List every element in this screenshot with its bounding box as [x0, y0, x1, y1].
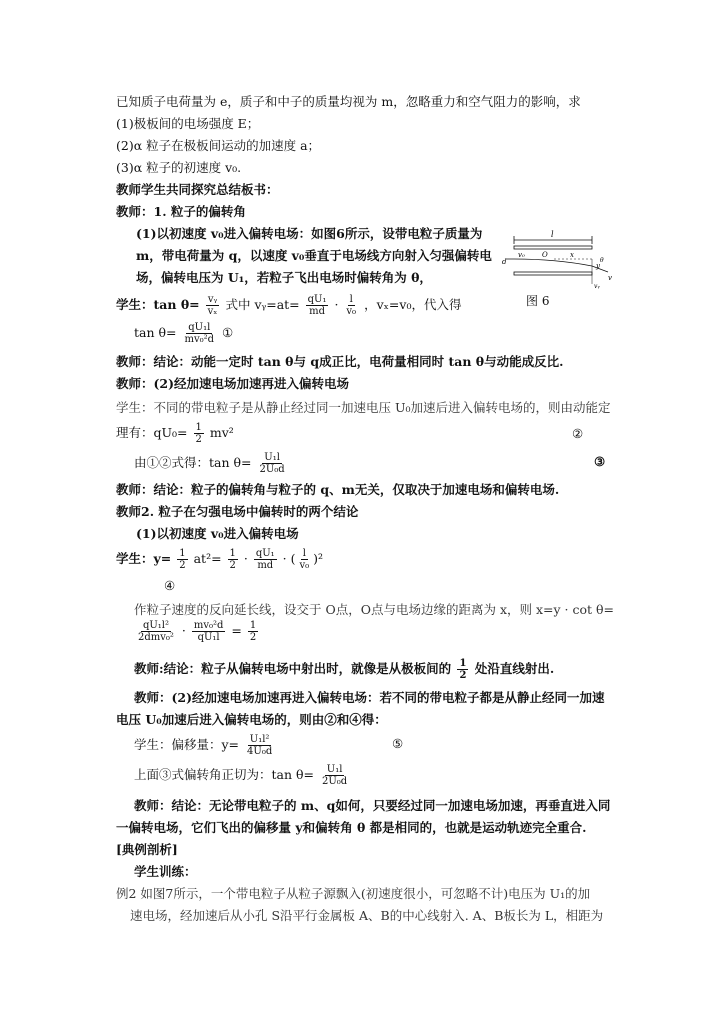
fraction: $\frac{\text{U₁l²}}{\text{4U₀d}}$: [247, 734, 273, 757]
figure-label-v: v: [608, 274, 612, 282]
question-1: (1)极板间的电场强度 E；: [116, 116, 260, 131]
formula-x-line: $\frac{\text{qU₁l²}}{\text{2dmv₀²}}$ · $\frac{\text{mv₀²d}}{\text{qU₁l}}$ = $\frac{1}{2}$: [138, 620, 257, 643]
example-text: 速电场，经加速后从小孔 S沿平行金属板 A、B的中心线射入. A、B板长为 L，相距为: [130, 908, 604, 923]
example-text: 例2 如图7所示，一个带电粒子从粒子源飘入(初速度很小，可忽略不计)电压为 U₁的加: [116, 886, 591, 901]
fraction: $\frac{\text{qU₁l}}{\text{mv₀²d}}$: [184, 322, 215, 345]
figure-label-O: O: [542, 251, 548, 259]
formula-5-line: [134, 734, 276, 757]
equation-number: ①: [222, 325, 234, 340]
formula-text: 式中 vᵧ=at=: [225, 297, 300, 312]
formula-1: [134, 322, 233, 345]
question-2: (2)α 粒子在极板间运动的加速度 a；: [116, 138, 321, 153]
teacher-conclusion: [134, 658, 554, 681]
teacher-heading-1: 教师：1. 粒子的偏转角: [116, 204, 246, 219]
formula-text: 理有：qU₀=: [116, 425, 188, 440]
formula-text: 学生：偏移量：y=: [134, 737, 240, 752]
formula-text: tan θ=: [134, 325, 177, 340]
formula-text: at²=: [193, 551, 222, 566]
student-formula-line: 学生：tan θ= $\frac{\text{vᵧ}}{\text{vₓ}}$ 式中 vᵧ=at= $\frac{\text{qU₁}}{md}$ · $\frac{l}{\text{v₀}}$ ，vₓ=v₀，代入得: [116, 294, 462, 317]
fraction: $\frac{1}{2}$: [179, 548, 186, 571]
figure-label-v0: v₀: [518, 251, 525, 259]
equation-number: ④: [164, 578, 176, 593]
teacher-text: 教师：(2)经加速电场加速再进入偏转电场：若不同的带电粒子都是从静止经同一加速: [134, 690, 605, 705]
figure-label-d: d: [502, 258, 507, 266]
fraction: $\frac{\text{mv₀²d}}{\text{qU₁l}}$: [193, 620, 224, 643]
figure-label-theta: θ: [600, 257, 604, 264]
teacher-conclusion: 教师：结论：无论带电粒子的 m、q如何，只要经过同一加速电场加速，再垂直进入同: [134, 798, 611, 813]
text-line: 学生：不同的带电粒子是从静止经过同一加速电压 U₀加速后进入偏转电场的，则由动能定: [116, 400, 611, 415]
formula-text: mv²: [209, 425, 234, 440]
fraction: $\frac{\text{qU₁l²}}{\text{2dmv₀²}}$: [138, 620, 174, 643]
teacher-heading-2: 教师：(2)经加速电场加速再进入偏转电场: [116, 376, 350, 391]
formula-text: 由①②式得：tan θ=: [134, 455, 252, 470]
section-heading: [典例剖析]: [116, 842, 178, 857]
fraction: $\frac{\text{U₁l}}{\text{2U₀d}}$: [321, 764, 348, 787]
text-line: m，带电荷量为 q，以速度 v₀垂直于电场线方向射入匀强偏转电: [136, 248, 492, 263]
figure-label-y: y: [596, 262, 600, 270]
fraction: $\frac{\text{U₁l}}{\text{2U₀d}}$: [259, 452, 285, 475]
text-line: (1)以初速度 v₀进入偏转电场：如图6所示，设带电粒子质量为: [136, 226, 483, 241]
figure-caption: 图 6: [526, 294, 550, 308]
equation-number: ②: [572, 426, 584, 441]
fraction: $\frac{\text{vᵧ}}{\text{vₓ}}$: [207, 294, 218, 317]
teacher-text: 电压 U₀加速后进入偏转电场的，则由②和④得：: [116, 712, 387, 727]
fraction: $\frac{1}{2}$: [249, 620, 257, 643]
teacher-conclusion: 教师：结论：粒子的偏转角与粒子的 q、m无关，仅取决于加速电场和偏转电场.: [116, 482, 560, 497]
figure-label-vy: vᵧ: [594, 283, 600, 290]
figure-label-x: x: [570, 251, 574, 259]
formula-text: 学生：y=: [116, 551, 172, 566]
fraction: $\frac{l}{\text{v₀}}$: [346, 294, 357, 317]
formula-text: 处沿直线射出.: [474, 661, 555, 676]
question-3: (3)α 粒子的初速度 v₀.: [116, 160, 242, 175]
section-heading: 教师学生共同探究总结板书：: [116, 182, 279, 197]
equation-number: ③: [594, 454, 606, 469]
fraction: $\frac{1}{2}$: [195, 422, 202, 445]
formula-2-line: [116, 422, 234, 445]
fraction: $\frac{\text{qU₁}}{md}$: [255, 548, 275, 571]
equation-number: ⑤: [392, 736, 404, 751]
formula-3: [134, 452, 289, 475]
teacher-conclusion: 教师：结论：动能一定时 tan θ与 q成正比，电荷量相同时 tan θ与动能成反比.: [116, 354, 564, 369]
fraction: $\frac{\text{qU₁}}{md}$: [307, 294, 327, 317]
teacher-conclusion: 一偏转电场，它们飞出的偏移量 y和偏转角 θ 都是相同的，也就是运动轨迹完全重合.: [116, 820, 587, 835]
fraction: $\frac{1}{2}$: [459, 658, 467, 681]
formula-4-line: 学生：y= $\frac{1}{2}$ at²= $\frac{1}{2}$ · $\frac{\text{qU₁}}{md}$ · ( $\frac{l}{\text{v₀}}$ )²: [116, 548, 324, 571]
subheading: (1)以初速度 v₀进入偏转电场: [136, 526, 299, 541]
figure-6-diagram: [496, 226, 616, 306]
text-line: 已知质子电荷量为 e，质子和中子的质量均视为 m，忽略重力和空气阻力的影响，求: [116, 94, 581, 109]
figure-label-l: l: [551, 230, 554, 239]
text-line: 场，偏转电压为 U₁，若粒子飞出电场时偏转角为 θ，: [136, 270, 432, 285]
formula-text: 学生：tan θ=: [116, 297, 200, 312]
fraction: $\frac{1}{2}$: [229, 548, 236, 571]
formula-text: 上面③式偏转角正切为：tan θ=: [134, 767, 314, 782]
formula-text: ，vₓ=v₀，代入得: [364, 297, 462, 312]
teacher-heading-3: 教师2. 粒子在匀强电场中偏转时的两个结论: [116, 504, 359, 519]
fraction: $\frac{l}{\text{v₀}}$: [299, 548, 310, 571]
formula-text: 教师:结论：粒子从偏转电场中射出时，就像是从极板间的: [134, 661, 452, 676]
subheading: 学生训练：: [134, 864, 197, 879]
text-line: 作粒子速度的反向延长线，设交于 O点，O点与电场边缘的距离为 x，则 x=y · cot θ=: [134, 602, 614, 617]
formula-6-line: [134, 764, 351, 787]
